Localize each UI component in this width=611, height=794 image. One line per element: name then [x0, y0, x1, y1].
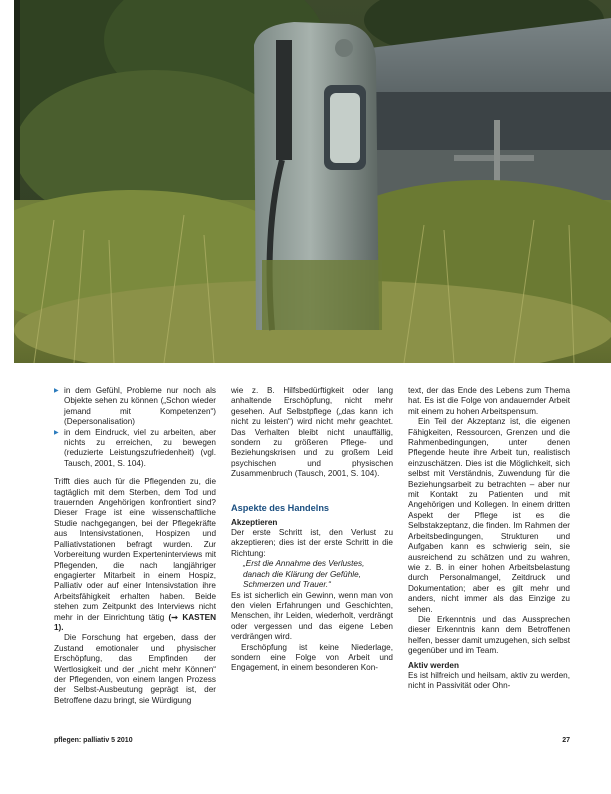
journal-name: pflegen: palliativ 5 2010 — [54, 737, 133, 744]
quote-block — [243, 559, 393, 590]
article-body — [54, 386, 570, 728]
subheading: Akzeptieren — [231, 517, 278, 527]
paragraph: Ein Teil der Akzeptanz ist, die eigenen Fähigkeiten, Ressourcen, Grenzen und die Rahmenbedingungen, unter denen Pflegende heute ihre Arbeit tun, realistisch einzuschätzen. Dies ist die Möglichkeit, sich selbst mit Verständnis, Zuwendung für die Beziehungsarbeit zu betrachten – aber nur mit Kontakt zu Patienten und mit Angehörigen und Kollegen. In einem dritten Aspekt der Pflege ist es die Selbstakzeptanz, die finden. Im Rahmen der Arbeitsbedingungen, Strukturen und Aufgaben kann es schwierig sein, sie ausreichend zu schätzen und zu wahren, wie z. B. in einer hohen Arbeitsbelastung durch Personalmangel, Zeitdruck und Dokumentation; aber es gilt mehr und anders, nicht immer als das Einzige zu sehen. — [408, 417, 570, 614]
page-footer — [54, 735, 570, 747]
column-1 — [54, 386, 216, 706]
section-heading: Aspekte des Handelns — [231, 502, 330, 513]
paragraph: Es ist sicherlich ein Gewinn, wenn man von den vielen Erfahrungen und Geschichten, Menschen, ihr Leiden, wiederholt, verdrängt oder vergessen und das eigene Leben verdrängen wird. — [231, 590, 393, 642]
quote-line: Schmerzen und Trauer.“ — [243, 580, 331, 590]
paragraph: Erschöpfung ist keine Niederlage, sondern eine Folge von Arbeit und Engagement, in einem besonderen Kon- — [231, 642, 393, 673]
column-2 — [231, 386, 393, 674]
paragraph: Die Forschung hat ergeben, dass der Zustand emotionaler und physischer Erschöpfung, das Empfinden der Wertlosigkeit und der „nicht mehr Können“ der Pflegenden, von einem langen Prozess der Selbst-Ausbeutung geprägt ist, der Betroffene dazu bringt, sie Würdigung — [54, 633, 216, 705]
subheading: Aktiv werden — [408, 660, 459, 670]
quote-line: danach die Klärung der Gefühle, — [243, 569, 361, 579]
quote-line: „Erst die Annahme des Verlustes, — [243, 559, 365, 569]
paragraph: text, der das Ende des Lebens zum Thema hat. Es ist die Folge von andauernder Arbeit mit einem zu hohen Arbeitspensum. — [408, 386, 570, 416]
paragraph — [54, 477, 216, 633]
paragraph: wie z. B. Hilfsbedürftigkeit oder lang anhaltende Erschöpfung, nicht mehr gesehen. Auf Selbstpflege („das kann ich nicht zu leisten“) wird nicht mehr geachtet. Das Verhalten bleibt nicht unauffällig, sondern zu größeren Pflege- und Beziehungskrisen und zu großem Leid psychischen und physischen Zusammenbruch (Tausch, 2001, S. 104). — [231, 386, 393, 479]
list-item: ▶ in dem Eindruck, viel zu arbeiten, aber nichts zu erreichen, zu bewegen (reduzierte Leistungszufriedenheit) (vgl. Tausch, 2001, S. 104). — [54, 428, 216, 470]
kasten-reference: (➞ KASTEN 1). — [54, 612, 216, 632]
page-number: 27 — [562, 737, 570, 744]
paragraph: Die Erkenntnis und das Aussprechen dieser Erkenntnis kann dem Betroffenen helfen, besser damit umzugehen, sich selbst gegenüber und im Team. — [408, 614, 570, 656]
bullet-list — [54, 386, 216, 469]
paragraph: Es ist hilfreich und heilsam, aktiv zu werden, nicht in Passivität oder Ohn- — [408, 670, 570, 691]
column-3 — [408, 386, 570, 692]
paragraph: Der erste Schritt ist, den Verlust zu akzeptieren; dies ist der erste Schritt in die Richtung: — [231, 528, 393, 558]
paragraph-text: Trifft dies auch für die Pflegenden zu, die tagtäglich mit dem Sterben, dem Tod und trauernden Angehörigen konfrontiert sind? Dieser Frage ist eine wissenschaftliche Studie nachgegangen, bei der Pflegekräfte aus Intensivstationen, Hospizen und Palliativstationen befragt wurden. Zur Vorbereitung wurden Experteninterviews mit Pflegenden, die nach langjähriger engagierter Mitarbeit in einem Hospiz, Palliativ oder auf einer Intensivstation ihre Arbeitsfähigkeit erhalten haben. Beide stehen zum Zeitpunkt des Interviews nicht mehr in der Einrichtung tätig — [54, 477, 216, 622]
list-item: ▶ in dem Gefühl, Probleme nur noch als Objekte sehen zu können („Schon wieder jemand mit Kompetenzen“) (Depersonalisation) — [54, 386, 216, 428]
gas-pump-photo — [14, 0, 611, 363]
